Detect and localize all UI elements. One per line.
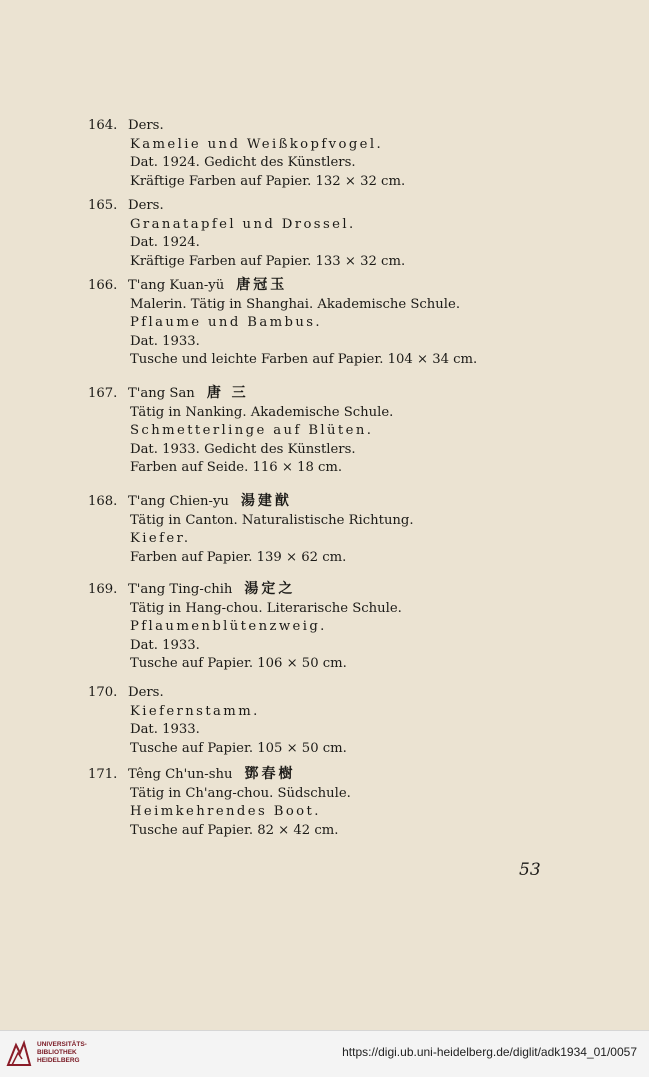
artwork-title: Pflaumenblütenzweig.: [130, 619, 327, 635]
permalink-url[interactable]: https://digi.ub.uni-heidelberg.de/diglit/adk1934_01/0057: [342, 1045, 637, 1059]
artist-info: Tätig in Canton. Naturalistische Richtung.: [130, 512, 414, 528]
chinese-name: 唐 三: [206, 385, 249, 401]
entry-detail: Dat. 1933.: [130, 637, 200, 653]
artist-info: Tätig in Nanking. Akademische Schule.: [130, 404, 394, 420]
chinese-name: 鄧春樹: [244, 766, 296, 782]
entry-number: 169.: [88, 582, 118, 597]
artist-info: Tätig in Ch'ang-chou. Südschule.: [130, 785, 351, 801]
entry-detail: Tusche und leichte Farben auf Papier. 104 × 34 cm.: [130, 352, 478, 368]
catalog-entry-166: [88, 276, 558, 370]
page-number: 53: [519, 860, 541, 880]
entry-detail: Farben auf Seide. 116 × 18 cm.: [130, 460, 343, 476]
artist-info: Tätig in Hang-chou. Literarische Schule.: [130, 600, 402, 616]
artwork-title: Kamelie und Weißkopfvogel.: [130, 136, 384, 152]
artist-name: Ders.: [128, 198, 164, 213]
entry-detail: Farben auf Papier. 139 × 62 cm.: [130, 549, 347, 565]
artist-name: T'ang Kuan-yü: [128, 278, 225, 293]
artist-name: Têng Ch'un-shu: [128, 767, 233, 782]
entry-detail: Dat. 1924.: [130, 235, 200, 251]
entry-number: 166.: [88, 278, 118, 293]
chinese-name: 湯定之: [244, 581, 296, 597]
entry-number: 171.: [88, 767, 118, 782]
catalog-entry-170: [88, 684, 558, 758]
entry-detail: Kräftige Farben auf Papier. 132 × 32 cm.: [130, 173, 406, 189]
catalog-entry-167: [88, 384, 558, 478]
entry-detail: Tusche auf Papier. 106 × 50 cm.: [130, 656, 347, 672]
artwork-title: Pflaume und Bambus.: [130, 315, 323, 331]
entry-number: 164.: [88, 118, 118, 133]
entry-detail: Dat. 1933.: [130, 333, 200, 349]
artist-name: T'ang Chien-yu: [128, 494, 229, 509]
entry-number: 170.: [88, 685, 118, 700]
artist-name: Ders.: [128, 118, 164, 133]
artwork-title: Schmetterlinge auf Blüten.: [130, 423, 374, 439]
library-name: UNIVERSITÄTS- BIBLIOTHEK HEIDELBERG: [37, 1041, 87, 1064]
artwork-title: Heimkehrendes Boot.: [130, 804, 321, 820]
artwork-title: Kiefernstamm.: [130, 703, 260, 719]
catalog-entry-169: [88, 580, 558, 674]
university-library-logo-icon: [6, 1039, 32, 1069]
catalog-entry-164: [88, 117, 558, 191]
entry-detail: Tusche auf Papier. 82 × 42 cm.: [130, 822, 339, 838]
chinese-name: 唐冠玉: [236, 277, 288, 293]
artwork-title: Kiefer.: [130, 531, 191, 547]
entry-detail: Kräftige Farben auf Papier. 133 × 32 cm.: [130, 253, 406, 269]
entry-detail: Tusche auf Papier. 105 × 50 cm.: [130, 740, 347, 756]
entry-detail: Dat. 1933.: [130, 722, 200, 738]
entry-number: 167.: [88, 386, 118, 401]
artist-name: Ders.: [128, 685, 164, 700]
catalog-entry-171: [88, 765, 558, 840]
catalog-entry-168: [88, 492, 558, 567]
entry-detail: Dat. 1933. Gedicht des Künstlers.: [130, 441, 356, 457]
artist-name: T'ang Ting-chih: [128, 582, 233, 597]
viewer-footer: [0, 1030, 649, 1077]
artist-name: T'ang San: [128, 386, 195, 401]
entry-number: 168.: [88, 494, 118, 509]
chinese-name: 湯建猷: [240, 493, 292, 509]
artwork-title: Granatapfel und Drossel.: [130, 216, 356, 232]
artist-info: Malerin. Tätig in Shanghai. Akademische Schule.: [130, 296, 461, 312]
entry-detail: Dat. 1924. Gedicht des Künstlers.: [130, 155, 356, 171]
catalog-entry-165: [88, 197, 558, 271]
entry-number: 165.: [88, 198, 118, 213]
